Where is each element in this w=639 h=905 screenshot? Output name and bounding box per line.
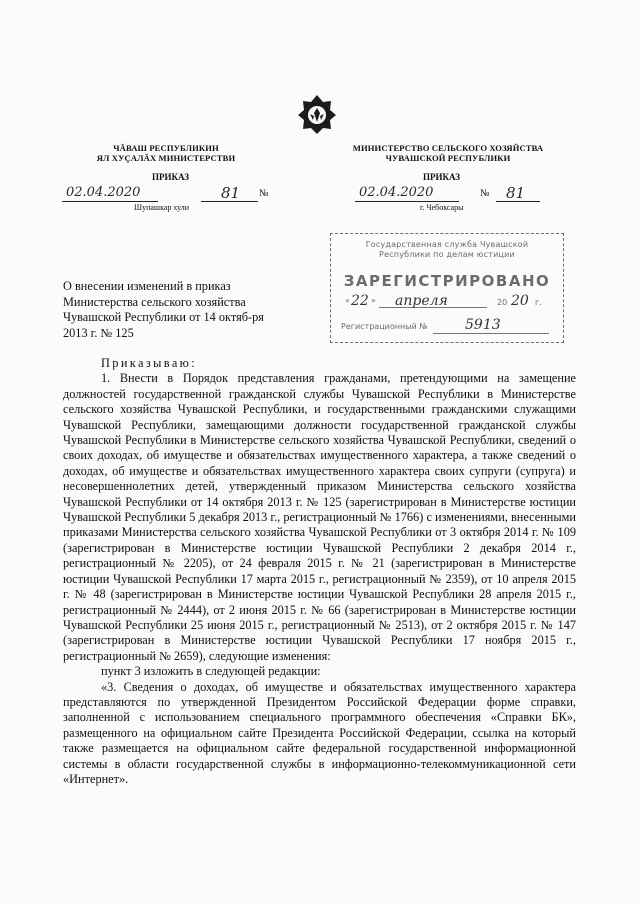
stamp-registered-label: ЗАРЕГИСТРИРОВАНО xyxy=(343,272,551,290)
stamp-organization xyxy=(335,240,559,260)
stamp-org-line2: Республики по делам юстиции xyxy=(379,250,515,259)
document-title: О внесении изменений в приказ Министерства сельского хозяйства Чувашской Республики от 14 октяб-ря 2013 г. № 125 xyxy=(63,279,264,340)
header-left-date: 02.04.2020 xyxy=(66,185,141,200)
header-left-date-field xyxy=(62,186,158,202)
body-paragraph-1: 1. Внести в Порядок представления гражданами, претендующими на замещение должностей государственной гражданской службы Чувашской Республики в Министерстве сельского хозяйства Чувашской Республики, и государственными гражданскими служащими Чувашской Республики, замещающими должности государственной гражданской службы Чувашской Республики в Министерстве сельского хозяйства Чувашской Республики, сведений о своих доходах, об имуществе и обязательствах имущественного характера, а также сведений о доходах, об имуществе и обязательствах имущественного характера своих супруги (супруга) и несовершеннолетних детей, утвержденный приказом Министерства сельского хозяйства Чувашской Республики от 14 октября 2013 г. № 125 (зарегистрирован в Министерстве юстиции Чувашской Республики 5 декабря 2013 г., регистрационный № 1766) с изменениями, внесенными приказами Министерства сельского хозяйства Чувашской Республики от 3 октября 2014 г. № 109 (зарегистрирован в Министерстве юстиции Чувашской Республики 2 декабря 2014 г., регистрационный № 2205), от 24 февраля 2015 г. № 21 (зарегистрирован в Министерстве юстиции Чувашской Республики 17 марта 2015 г., регистрационный № 2359), от 10 апреля 2015 г. № 48 (зарегистрирован в Министерстве юстиции Чувашской Республики 28 апреля 2015 г., регистрационный № 2444), от 2 июня 2015 г. № 66 (зарегистрирован в Министерстве юстиции Чувашской Республики 25 июня 2015 г., регистрационный № 2513), от 2 октября 2015 г. № 147 (зарегистрирован в Министерстве юстиции Чувашской Республики 17 ноября 2015 г., регистрационный № 2659), следующие изменения: xyxy=(63,371,576,663)
document-body xyxy=(63,356,576,787)
stamp-month: апреля xyxy=(395,293,448,309)
header-right-line1: МИНИСТЕРСТВО СЕЛЬСКОГО ХОЗЯЙСТВА xyxy=(352,143,544,153)
header-right-order-word: ПРИКАЗ xyxy=(423,172,461,182)
header-right-date-field xyxy=(355,186,459,202)
stamp-reg-number: 5913 xyxy=(465,317,501,333)
coat-of-arms-emblem xyxy=(295,92,339,136)
stamp-date-line: « 22 » апреля 20 20 г. xyxy=(345,293,542,309)
header-left-number-sign: № xyxy=(259,188,269,199)
header-right-place: г. Чебоксары xyxy=(420,203,464,212)
order-greeting: Приказываю: xyxy=(101,356,198,370)
registration-stamp xyxy=(330,233,564,343)
header-right-number-sign: № xyxy=(480,188,490,199)
header-right-number: 81 xyxy=(506,184,526,202)
header-right-number-field xyxy=(496,186,540,202)
header-right-ministry xyxy=(350,143,546,163)
body-paragraph-3: «3. Сведения о доходах, об имуществе и обязательствах имущественного характера представляются по утвержденной Президентом Российской Федерации форме справки, заполненной с использованием специального программного обеспечения «Справки БК», размещенного на официальном сайте Президента Российской Федерации, ссылка на который также размещается на официальном сайте федеральной государственной информационной системы в области государственной службы в информационно-телекоммуникационной сети «Интернет». xyxy=(63,679,576,786)
header-left-line1: ЧĂВАШ РЕСПУБЛИКИН xyxy=(113,143,219,153)
header-right-date: 02.04.2020 xyxy=(359,185,434,200)
header-left-place: Шупашкар хули xyxy=(134,203,189,212)
header-left-order-word: ПРИКАЗ xyxy=(152,172,190,182)
stamp-org-line1: Государственная служба Чувашской xyxy=(365,240,529,249)
stamp-reg-label: Регистрационный № xyxy=(341,322,428,331)
header-left-number-field xyxy=(201,186,258,202)
stamp-day: 22 xyxy=(351,293,369,309)
stamp-year-prefix: 20 xyxy=(497,298,508,307)
body-paragraph-2: пункт 3 изложить в следующей редакции: xyxy=(101,664,321,679)
header-right-line2: ЧУВАШСКОЙ РЕСПУБЛИКИ xyxy=(385,153,511,163)
stamp-reg-line xyxy=(341,317,555,336)
header-left-line2: ЯЛ ХУÇАЛĂХ МИНИСТЕРСТВИ xyxy=(96,153,236,163)
header-left-ministry xyxy=(82,143,250,163)
header-left-number: 81 xyxy=(221,184,241,202)
stamp-year: 20 xyxy=(511,293,529,309)
stamp-year-suffix: г. xyxy=(535,298,542,307)
